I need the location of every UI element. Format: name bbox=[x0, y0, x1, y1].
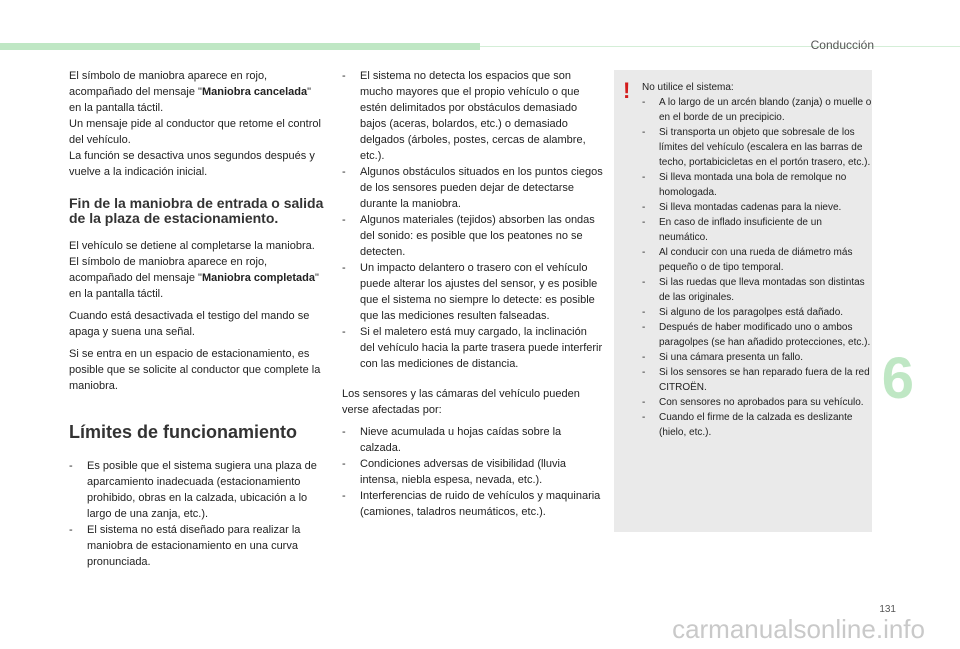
watermark: carmanualsonline.info bbox=[672, 614, 925, 644]
list-item: - Algunos obstáculos situados en los puntos ciegos de los sensores pueden dejar de detectarse durante la maniobra. bbox=[342, 164, 604, 212]
list-item: - Nieve acumulada u hojas caídas sobre la calzada. bbox=[342, 424, 604, 456]
intro-paragraph: El símbolo de maniobra aparece en rojo, acompañado del mensaje "Maniobra cancelada" en la pantalla táctil. Un mensaje pide al conductor que retome el control del vehículo. La función se desactiva unos segundos después y vuelve a la indicación inicial. bbox=[69, 70, 321, 178]
list-item: - Con sensores no aprobados para su vehículo. bbox=[642, 395, 872, 410]
warning-list bbox=[642, 95, 872, 440]
list-item: - Si lleva montada una bola de remolque no homologada. bbox=[642, 170, 872, 200]
middle-column bbox=[342, 68, 604, 532]
warning-title: No utilice el sistema: bbox=[642, 82, 734, 93]
chapter-number: 6 bbox=[881, 346, 914, 411]
list-item: - Un impacto delantero o trasero con el vehículo puede alterar los ajustes del sensor, y es posible que el sistema no siempre lo detecte: es posible que las mediciones resulten falseadas. bbox=[342, 260, 604, 324]
sensor-factors-list bbox=[342, 424, 604, 520]
warning-icon: ! bbox=[623, 78, 631, 103]
page-number: 131 bbox=[879, 604, 896, 615]
list-item: - Condiciones adversas de visibilidad (lluvia intensa, niebla espesa, nevada, etc.). bbox=[342, 456, 604, 488]
list-item: - Es posible que el sistema sugiera una plaza de aparcamiento inadecuada (estacionamiento prohibido, obras en la calzada, ubicación a lo largo de una zanja, etc.). bbox=[69, 458, 325, 522]
limits-heading: Límites de funcionamiento bbox=[69, 422, 298, 442]
list-item: - Si las ruedas que lleva montadas son distintas de las originales. bbox=[642, 275, 872, 305]
deactivated-paragraph: Cuando está desactivada el testigo del mando se apaga y suena una señal. bbox=[69, 310, 310, 338]
parking-space-paragraph: Si se entra en un espacio de estacionamiento, es posible que se solicite al conductor que complete la maniobra. bbox=[69, 348, 321, 392]
section-title: Conducción bbox=[810, 38, 874, 52]
list-item: - El sistema no detecta los espacios que son mucho mayores que el propio vehículo o que estén delimitados por obstáculos demasiado bajos (aceras, bolardos, etc.) o demasiado delgados (árboles, postes, cercas de alambre, etc.). bbox=[342, 68, 604, 164]
list-item: - Al conducir con una rueda de diámetro más pequeño o de tipo temporal. bbox=[642, 245, 872, 275]
list-item: - Cuando el firme de la calzada es deslizante (hielo, etc.). bbox=[642, 410, 872, 440]
list-item: - Después de haber modificado uno o ambos paragolpes (se han añadido protecciones, etc.). bbox=[642, 320, 872, 350]
header-accent-bar bbox=[0, 43, 480, 50]
header-rule bbox=[480, 46, 960, 47]
list-item: - Si una cámara presenta un fallo. bbox=[642, 350, 872, 365]
list-item: - Si transporta un objeto que sobresale de los límites del vehículo (escalera en las barras de techo, portabicicletas en el portón trasero, etc.). bbox=[642, 125, 872, 170]
warning-content bbox=[642, 80, 872, 452]
limitations-list bbox=[342, 68, 604, 372]
list-item: - Interferencias de ruido de vehículos y maquinaria (camiones, taladros neumáticos, etc.). bbox=[342, 488, 604, 520]
list-item: - El sistema no está diseñado para realizar la maniobra de estacionamiento en una curva pronunciada. bbox=[69, 522, 325, 570]
sensors-paragraph: Los sensores y las cámaras del vehículo pueden verse afectadas por: bbox=[342, 388, 580, 416]
maneuver-end-heading: Fin de la maniobra de entrada o salida de la plaza de estacionamiento. bbox=[69, 195, 324, 226]
list-item: - En caso de inflado insuficiente de un neumático. bbox=[642, 215, 872, 245]
maneuver-complete-paragraph: El vehículo se detiene al completarse la maniobra. El símbolo de maniobra aparece en rojo, acompañado del mensaje "Maniobra completada" en la pantalla táctil. bbox=[69, 240, 319, 300]
list-item: - Si lleva montadas cadenas para la nieve. bbox=[642, 200, 872, 215]
list-item: - Algunos materiales (tejidos) absorben las ondas del sonido: es posible que los peatones no se detecten. bbox=[342, 212, 604, 260]
list-item: - Si los sensores se han reparado fuera de la red CITROËN. bbox=[642, 365, 872, 395]
list-item: - Si alguno de los paragolpes está dañado. bbox=[642, 305, 872, 320]
list-item: - A lo largo de un arcén blando (zanja) o muelle o en el borde de un precipicio. bbox=[642, 95, 872, 125]
limits-list bbox=[69, 458, 325, 570]
left-column bbox=[69, 68, 325, 582]
list-item: - Si el maletero está muy cargado, la inclinación del vehículo hacia la parte trasera puede interferir con las mediciones de distancia. bbox=[342, 324, 604, 372]
